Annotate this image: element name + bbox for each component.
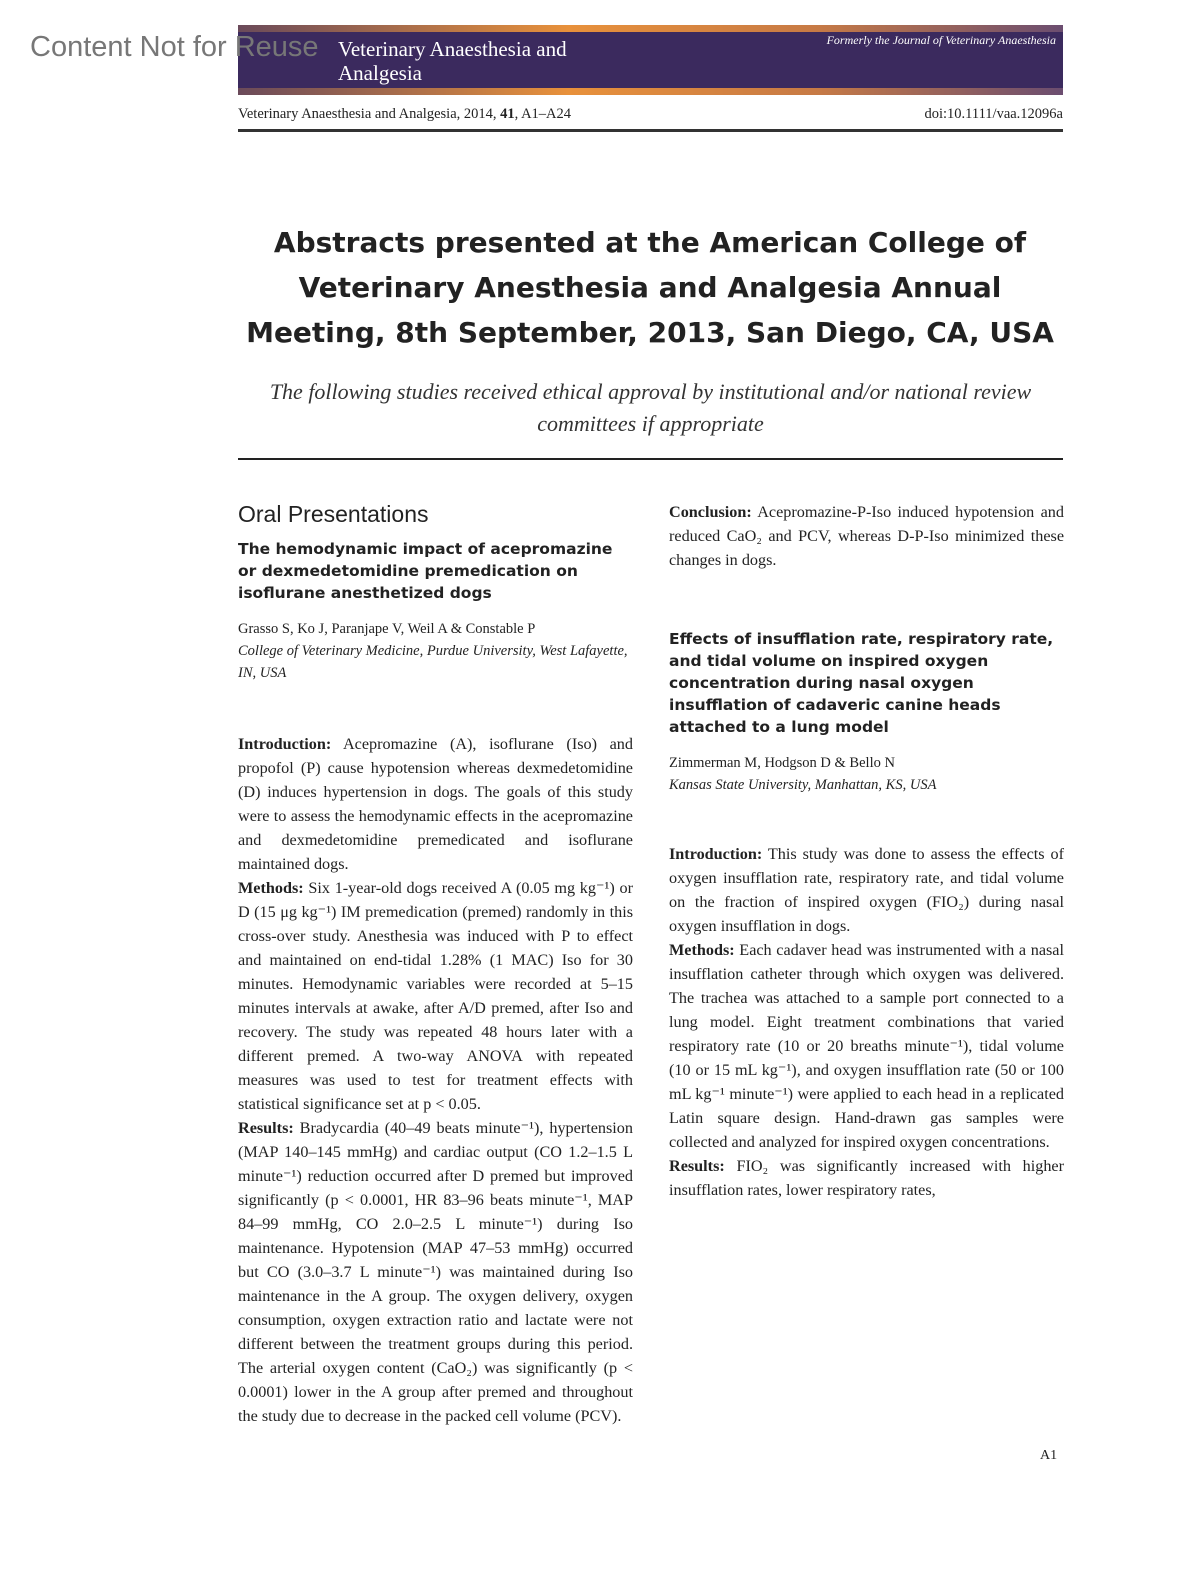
paragraph [669, 938, 1064, 1154]
para-label: Results: [669, 1157, 725, 1175]
para-text: Bradycardia (40–49 beats minute⁻¹), hypertension (MAP 140–145 mmHg) and cardiac output (CO 1.2–1.5 L minute⁻¹) reduction occurred after D premed but improved significantly (p < 0.0001, HR 83–96 beats minute⁻¹, MAP 84–99 mmHg, CO 2.0–2.5 L minute⁻¹) during Iso maintenance. Hypotension (MAP 47–53 mmHg) occurred but CO (3.0–3.7 L minute⁻¹) was maintained during Iso maintenance in the A group. The oxygen delivery, oxygen consumption, oxygen extraction ratio and lactate were not different between the treatment groups during this period. The arterial oxygen content (CaO₂) was significantly (p < 0.0001) lower in the A group after premed and throughout the study due to decrease in the packed cell volume (PCV). [238, 1119, 633, 1425]
two-column-body [238, 500, 1064, 1440]
volume: 41 [500, 106, 515, 122]
citation-line [238, 106, 1063, 132]
citation [238, 106, 571, 123]
banner-stripe-bottom [238, 88, 1063, 95]
para-label: Methods: [238, 879, 304, 897]
citation-text: Veterinary Anaesthesia and Analgesia, 2014, [238, 106, 501, 122]
para-text: Acepromazine (A), isoflurane (Iso) and propofol (P) cause hypotension whereas dexmedetomidine (D) induces hypertension in dogs. The goals of this study were to assess the hemodynamic effects in the acepromazine and dexmedetomidine premedicated and isoflurane maintained dogs. [238, 735, 633, 873]
watermark: Content Not for Reuse [30, 31, 319, 63]
paragraph [669, 500, 1064, 572]
page-title: Abstracts presented at the American College of Veterinary Anesthesia and Analgesia Annual Meeting, 8th September, 2013, San Diego, CA, USA [246, 226, 1054, 349]
para-label: Results: [238, 1119, 294, 1137]
para-label: Methods: [669, 941, 735, 959]
paragraph [669, 1154, 1064, 1202]
para-text: Acepromazine-P-Iso induced hypotension and reduced CaO₂ and PCV, whereas D-P-Iso minimized these changes in dogs. [669, 503, 1064, 569]
abstract1-affiliation: College of Veterinary Medicine, Purdue University, West Lafayette, IN, USA [238, 643, 628, 681]
page-number: A1 [1040, 1448, 1058, 1463]
journal-former-name: Formerly the Journal of Veterinary Anaesthesia [826, 33, 1056, 47]
para-text: This study was done to assess the effects of oxygen insufflation rate, respiratory rate, and tidal volume on the fraction of inspired oxygen (FIO₂) during nasal oxygen insufflation in dogs. [669, 845, 1064, 935]
banner-stripe-top [238, 25, 1063, 32]
paragraph [238, 876, 633, 1116]
para-text: Each cadaver head was instrumented with a nasal insufflation catheter through which oxygen was delivered. The trachea was attached to a sample port connected to a lung model. Eight treatment combinations that varied respiratory rate (10 or 20 breaths minute⁻¹), tidal volume (10 or 15 mL kg⁻¹), and oxygen insufflation rate (50 or 100 mL kg⁻¹ minute⁻¹) were applied to each head in a replicated Latin square design. Hand-drawn gas samples were collected and analyzed for inspired oxygen concentrations. [669, 941, 1064, 1151]
abstract2-affiliation: Kansas State University, Manhattan, KS, USA [669, 777, 937, 793]
abstract2-authors: Zimmerman M, Hodgson D & Bello N [669, 755, 895, 771]
paragraph [238, 1116, 633, 1428]
paragraph [238, 732, 633, 876]
section-heading: Oral Presentations [238, 501, 429, 527]
abstract1-title: The hemodynamic impact of acepromazine or dexmedetomidine premedication on isoflurane anesthetized dogs [238, 540, 613, 602]
para-label: Introduction: [669, 845, 763, 863]
pages: , A1–A24 [514, 106, 572, 122]
ethics-statement: The following studies received ethical approval by institutional and/or national review committees if appropriate [238, 376, 1063, 460]
abstract1-authors: Grasso S, Ko J, Paranjape V, Weil A & Constable P [238, 621, 536, 637]
paragraph [669, 842, 1064, 938]
para-text: Six 1-year-old dogs received A (0.05 mg kg⁻¹) or D (15 μg kg⁻¹) IM premedication (premed) randomly in this cross-over study. Anesthesia was induced with P to effect and maintained on end-tidal 1.28% (1 MAC) Iso for 30 minutes. Hemodynamic variables were recorded at 5–15 minutes intervals at awake, after A/D premed, after Iso and recovery. The study was repeated 48 hours later with a different premed. A two-way ANOVA with repeated measures was used to test for treatment effects with statistical significance set at p < 0.05. [238, 879, 633, 1113]
para-label: Introduction: [238, 735, 332, 753]
journal-banner [238, 25, 1063, 95]
para-text: FIO₂ was significantly increased with higher insufflation rates, lower respiratory rates, [669, 1157, 1064, 1199]
doi: doi:10.1111/vaa.12096a [924, 106, 1063, 122]
abstract2-title: Effects of insufflation rate, respiratory rate, and tidal volume on inspired oxygen concentration during nasal oxygen insufflation of cadaveric canine heads attached to a lung model [669, 630, 1054, 736]
journal-logo-text: Veterinary Anaesthesia and Analgesia [338, 37, 567, 85]
para-label: Conclusion: [669, 503, 752, 521]
abstract2-body [669, 842, 1064, 1202]
